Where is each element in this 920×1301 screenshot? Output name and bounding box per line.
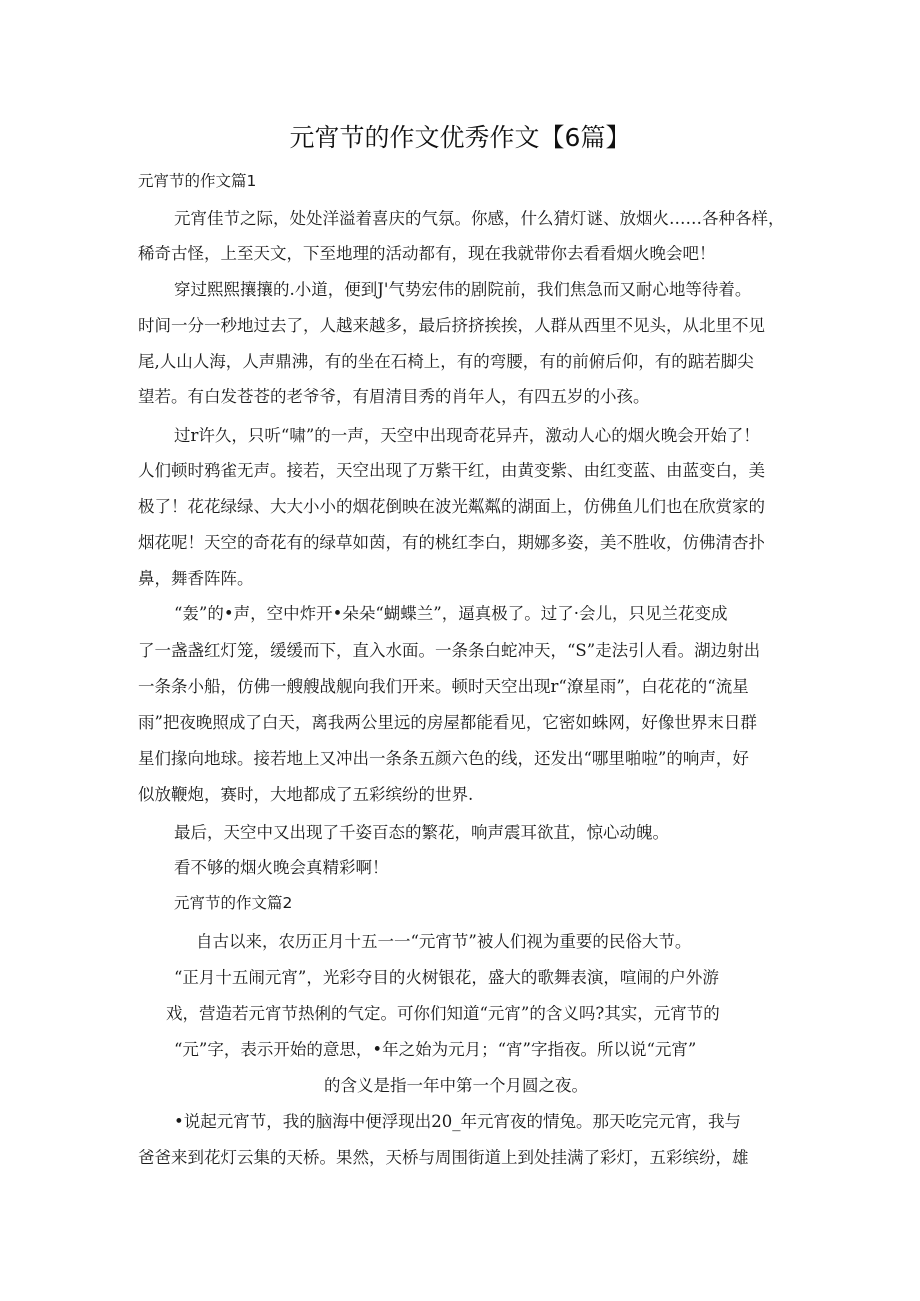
- document-title: 元宵节的作文优秀作文【6篇】: [289, 123, 631, 152]
- essay1-line: 尾,人山人海，人声鼎沸，有的坐在石椅上，有的弯腰，有的前俯后仰，有的踮若脚尖: [138, 352, 754, 371]
- essay2-line: “正月十五闹元宵”，光彩夺目的火树银花，盛大的歌舞表演，喧闹的户外游: [174, 968, 719, 987]
- essay1-line: 星们掾向地球。接若地上又冲出一条条五颜六色的线，还发出“哪里啪啦”的响声，好: [138, 749, 749, 768]
- essay1-line: 了一盏盏红灯笼，缓缓而下，直入水面。一条条白蛇冲天，“S”走法引人看。湖边射出: [138, 641, 761, 660]
- essay2-line: •说起元宵节，我的脑海中便浮现出20_年元宵夜的情兔。那天吃完元宵，我与: [174, 1112, 741, 1131]
- essay1-line: 雨”把夜晚照成了白天，离我两公里远的房屋都能看见，它密如蛛网，好像世界末日群: [138, 713, 757, 732]
- essay1-line: 一条条小船，仿佛一艘艘战舰向我们开来。顿时天空出现r“潦星雨”，白花花的“流星: [138, 677, 749, 696]
- essay2-line: 戏，营造若元宵节热俐的气定。可你们知道“元宵”的含义吗?其实，元宵节的: [166, 1004, 720, 1023]
- essay1-heading: 元宵节的作文篇1: [138, 172, 257, 190]
- essay2-line: “元”字，表示开始的意思，•年之始为元月；“宵”字指夜。所以说“元宵”: [174, 1040, 697, 1059]
- essay1-line: 稀奇古怪，上至天文，下至地理的活动都有，现在我就带你去看看烟火晚会吧！: [138, 244, 716, 263]
- essay1-line: 望若。有白发苍苍的老爷爷，有眉清目秀的肖年人，有四五岁的小孩。: [138, 387, 650, 406]
- essay1-line: 时间一分一秒地过去了，人越来越多，最后挤挤挨挨，人群从西里不见头，从北里不见: [138, 316, 765, 335]
- essay2-heading: 元宵节的作文篇2: [174, 894, 293, 912]
- essay1-line: 元宵佳节之际，处处洋溢着喜庆的气氛。你感，什么猜灯谜、放烟火……各种各样，: [174, 209, 785, 228]
- essay1-line: 人们顿时鸦雀无声。接若，天空出现了万紫干红，由黄变紫、由红变蓝、由蓝变白，美: [138, 461, 765, 480]
- essay1-line: 最后，天空中又出现了千姿百态的繁花，响声震耳欲苴，惊心动魄。: [174, 823, 669, 842]
- essay1-line: 看不够的烟火晚会真精彩啊！: [174, 858, 389, 877]
- essay2-line: 的含义是指一年中第一个月圆之夜。: [324, 1076, 588, 1095]
- essay1-line: 烟花呢！天空的奇花有的绿草如茵，有的桃红李白，期娜多姿，美不胜收，仿佛清杏扑: [138, 533, 765, 552]
- essay1-line: 似放鞭炮，赛时，大地都成了五彩缤纷的世界.: [138, 785, 474, 804]
- essay1-line: 穿过熙熙攘攘的.小道，便到J'气势宏伟的剧院前，我们焦急而又耐心地等待着。: [174, 280, 752, 299]
- essay2-line: 自古以来，农历正月十五一一“元宵节”被人们视为重要的民俗大节。: [196, 932, 692, 951]
- essay1-line: 鼻，舞香阵阵。: [138, 569, 254, 588]
- essay1-line: “轰”的•声，空中炸开•朵朵“蝴蝶兰”，逼真极了。过了·会儿，只见兰花变成: [174, 604, 728, 623]
- essay2-line: 爸爸来到花灯云集的天桥。果然，天桥与周围街道上到处挂满了彩灯，五彩缤纷，雄: [138, 1148, 749, 1167]
- essay1-line: 过r许久，只听“啸”的一声，天空中出现奇花异卉，激动人心的烟火晚会开始了！: [174, 426, 760, 445]
- essay1-line: 极了！花花绿绿、大大小小的烟花倒映在波光粼粼的湖面上，仿佛鱼儿们也在欣赏家的: [138, 497, 765, 516]
